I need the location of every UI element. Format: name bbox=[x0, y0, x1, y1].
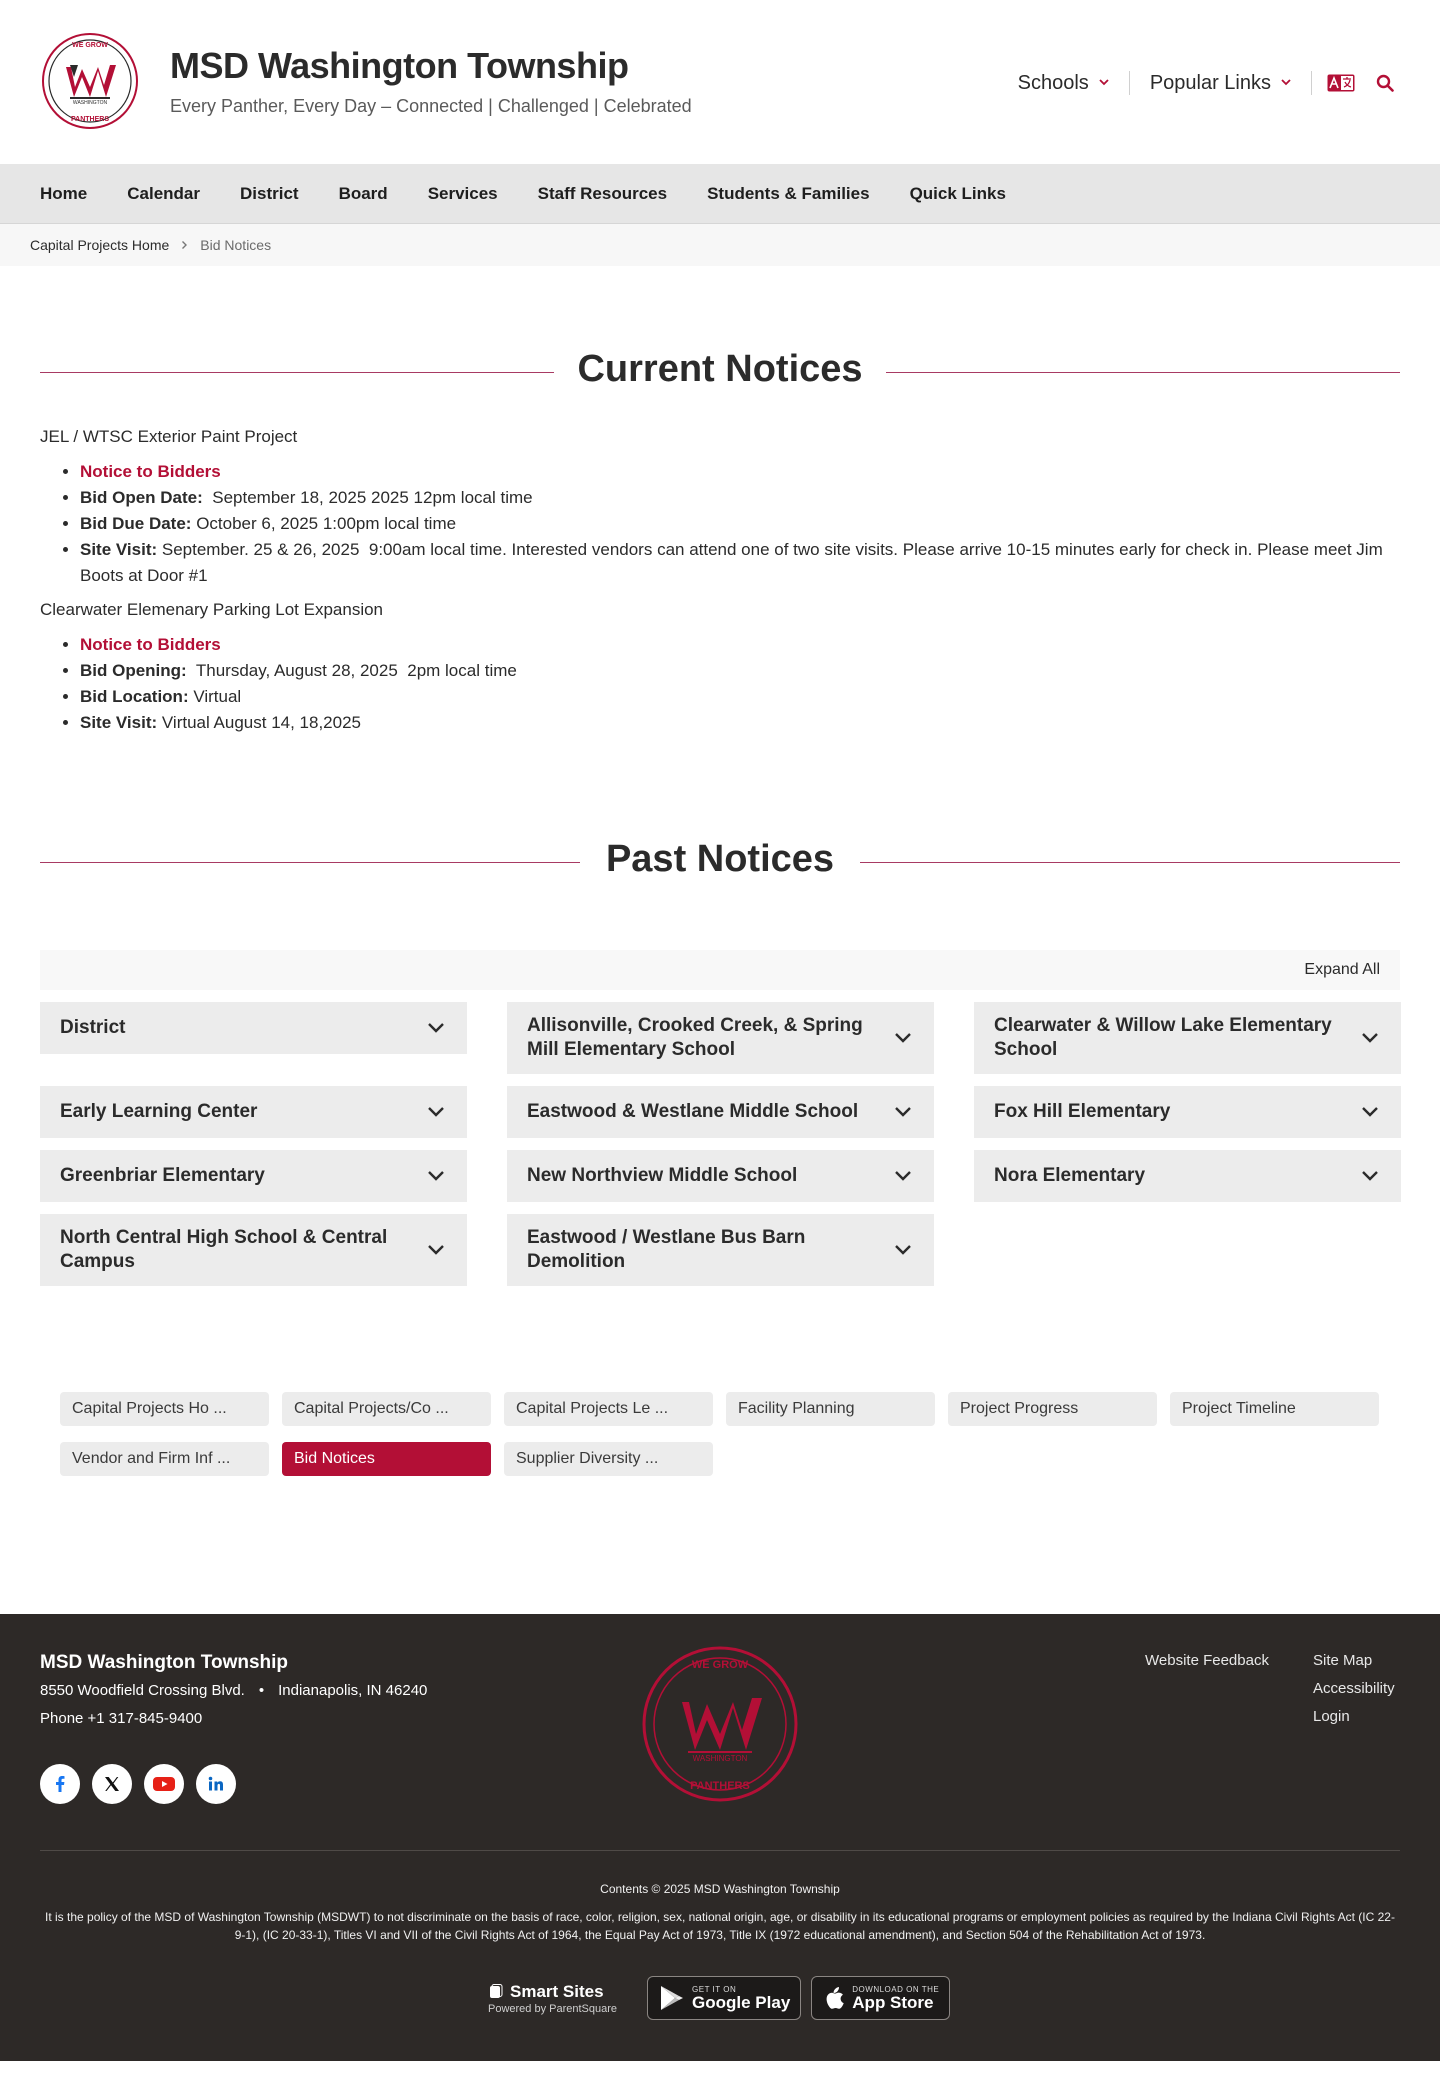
logo-text-top: WE GROW bbox=[72, 42, 108, 49]
site-tagline: Every Panther, Every Day – Connected | Challenged | Celebrated bbox=[170, 96, 692, 116]
accordion-label: Eastwood & Westlane Middle School bbox=[527, 1101, 859, 1122]
page-navigation bbox=[60, 1392, 1380, 1476]
chevron-down-icon bbox=[892, 1239, 914, 1261]
list-item bbox=[80, 684, 1400, 710]
accordion-item[interactable] bbox=[974, 1002, 1401, 1074]
accordion-item[interactable] bbox=[40, 1150, 467, 1202]
page-nav-item[interactable]: Facility Planning bbox=[726, 1392, 935, 1426]
list-item bbox=[80, 710, 1400, 736]
accordion-label: New Northview Middle School bbox=[527, 1165, 798, 1186]
breadcrumb bbox=[0, 224, 1440, 266]
project-title: JEL / WTSC Exterior Paint Project bbox=[40, 427, 298, 446]
main-nav bbox=[0, 164, 1440, 224]
chevron-down-icon bbox=[1359, 1165, 1381, 1187]
past-notices-accordion bbox=[40, 1002, 1400, 1286]
footer-links-secondary bbox=[1313, 1652, 1395, 1725]
item-value: Virtual bbox=[188, 687, 242, 706]
current-notices bbox=[40, 424, 1400, 736]
popular-links-label: Popular Links bbox=[1149, 71, 1271, 94]
page-nav-item[interactable]: Project Progress bbox=[948, 1392, 1157, 1426]
item-value: October 6, 2025 1:00pm local time bbox=[191, 514, 457, 533]
district-logo[interactable] bbox=[40, 31, 140, 131]
breadcrumb-current: Bid Notices bbox=[200, 237, 272, 253]
footer-logo-text-bottom: PANTHERS bbox=[690, 1780, 750, 1792]
page-nav-item[interactable]: Bid Notices bbox=[282, 1442, 491, 1476]
accordion-item[interactable] bbox=[507, 1002, 934, 1074]
chevron-down-icon bbox=[425, 1239, 447, 1261]
accordion-label: Nora Elementary bbox=[994, 1165, 1146, 1186]
footer-district-name: MSD Washington Township bbox=[40, 1652, 289, 1673]
item-label: Site Visit: bbox=[80, 540, 158, 559]
accordion-item[interactable] bbox=[974, 1086, 1401, 1138]
schools-dropdown[interactable] bbox=[998, 72, 1129, 95]
app-store-small: DOWNLOAD ON THE bbox=[852, 1984, 940, 1994]
search-icon[interactable] bbox=[1370, 68, 1400, 98]
social-links bbox=[40, 1764, 236, 1804]
breadcrumb-home-link[interactable]: Capital Projects Home bbox=[30, 237, 170, 253]
linkedin-icon[interactable] bbox=[196, 1764, 236, 1804]
list-item bbox=[80, 511, 1400, 537]
nav-item-board[interactable]: Board bbox=[338, 183, 388, 203]
current-notices-title: Current Notices bbox=[577, 348, 863, 390]
project-title: Clearwater Elemenary Parking Lot Expansion bbox=[40, 600, 384, 619]
item-value: Virtual August 14, 18,2025 bbox=[157, 713, 361, 732]
page-nav-item[interactable]: Capital Projects Ho ... bbox=[60, 1392, 269, 1426]
accordion-label: Fox Hill Elementary bbox=[994, 1101, 1171, 1122]
nav-item-calendar[interactable]: Calendar bbox=[127, 183, 200, 203]
list-item bbox=[80, 459, 1400, 485]
google-play-icon bbox=[658, 1984, 684, 2012]
chevron-down-icon bbox=[1099, 76, 1109, 90]
accordion-label: Eastwood / Westlane Bus Barn Demolition bbox=[527, 1227, 806, 1272]
youtube-icon[interactable] bbox=[144, 1764, 184, 1804]
item-label: Bid Opening: bbox=[80, 661, 187, 680]
utility-nav bbox=[998, 68, 1400, 98]
accordion-item[interactable] bbox=[40, 1002, 467, 1054]
page-nav-item[interactable]: Capital Projects/Co ... bbox=[282, 1392, 491, 1426]
chevron-down-icon bbox=[425, 1165, 447, 1187]
nav-item-district[interactable]: District bbox=[239, 183, 299, 203]
chevron-down-icon bbox=[1359, 1101, 1381, 1123]
footer-logo-text-mid: WASHINGTON bbox=[692, 1754, 748, 1763]
list-item bbox=[80, 537, 1400, 589]
footer-logo-text-top: WE GROW bbox=[691, 1659, 749, 1671]
list-item bbox=[80, 658, 1400, 684]
nav-item-home[interactable]: Home bbox=[40, 183, 88, 203]
x-icon[interactable] bbox=[92, 1764, 132, 1804]
expand-all-button[interactable]: Expand All bbox=[1304, 961, 1380, 978]
nav-item-services[interactable]: Services bbox=[427, 183, 498, 203]
site-footer bbox=[0, 1614, 1440, 2061]
google-play-badge[interactable] bbox=[647, 1976, 801, 2020]
accordion-item[interactable] bbox=[974, 1150, 1401, 1202]
list-item bbox=[80, 485, 1400, 511]
page-nav-item[interactable]: Vendor and Firm Inf ... bbox=[60, 1442, 269, 1476]
footer-copyright: Contents © 2025 MSD Washington Township bbox=[600, 1882, 840, 1896]
login-link[interactable]: Login bbox=[1313, 1708, 1350, 1725]
smart-sites-badge[interactable] bbox=[488, 1982, 637, 2015]
divider bbox=[1311, 71, 1312, 95]
heading-rule bbox=[860, 862, 1400, 863]
app-badges bbox=[488, 1976, 950, 2020]
chevron-down-icon bbox=[892, 1101, 914, 1123]
schools-label: Schools bbox=[1017, 71, 1089, 94]
chevron-down-icon bbox=[425, 1101, 447, 1123]
footer-logo bbox=[640, 1644, 800, 1804]
site-header bbox=[0, 0, 1440, 164]
powered-by-label: Powered by ParentSquare bbox=[488, 2002, 618, 2015]
notice-to-bidders-link[interactable]: Notice to Bidders bbox=[80, 462, 221, 481]
page-nav-item[interactable]: Project Timeline bbox=[1170, 1392, 1379, 1426]
app-store-big: App Store bbox=[852, 1992, 934, 2012]
page-nav-item[interactable]: Supplier Diversity ... bbox=[504, 1442, 713, 1476]
footer-divider bbox=[40, 1850, 1400, 1851]
chevron-down-icon bbox=[892, 1165, 914, 1187]
past-notices-heading bbox=[40, 832, 1400, 892]
accordion-label: Greenbriar Elementary bbox=[60, 1165, 265, 1186]
item-label: Site Visit: bbox=[80, 713, 158, 732]
translate-icon[interactable] bbox=[1326, 68, 1356, 98]
accordion-label: North Central High School & Central Campus bbox=[60, 1227, 388, 1272]
accordion-item[interactable] bbox=[507, 1086, 934, 1138]
chevron-right-icon bbox=[181, 237, 188, 253]
list-item bbox=[80, 632, 1400, 658]
accordion-toolbar bbox=[40, 950, 1400, 990]
nav-item-staff-resources[interactable]: Staff Resources bbox=[537, 183, 668, 203]
site-name[interactable]: MSD Washington Township bbox=[170, 45, 629, 86]
footer-street: 8550 Woodfield Crossing Blvd. bbox=[40, 1682, 245, 1699]
apple-icon bbox=[822, 1985, 844, 2011]
site-map-link[interactable]: Site Map bbox=[1313, 1652, 1373, 1669]
accordion-item[interactable] bbox=[507, 1150, 934, 1202]
facebook-icon[interactable] bbox=[40, 1764, 80, 1804]
accordion-label: District bbox=[60, 1017, 126, 1038]
item-value: Thursday, August 28, 2025 2pm local time bbox=[186, 661, 517, 680]
footer-bullet: • bbox=[258, 1682, 265, 1699]
chevron-down-icon bbox=[1359, 1027, 1381, 1049]
notice-list bbox=[40, 632, 1400, 736]
logo-text-mid: WASHINGTON bbox=[72, 100, 108, 106]
nav-item-quick-links[interactable]: Quick Links bbox=[909, 183, 1006, 203]
accordion-label: Early Learning Center bbox=[60, 1101, 258, 1122]
nav-item-students-families[interactable]: Students & Families bbox=[707, 183, 870, 203]
notice-to-bidders-link[interactable]: Notice to Bidders bbox=[80, 635, 221, 654]
item-value: September. 25 & 26, 2025 9:00am local time. Interested vendors can attend one of two site visits. Please arrive 10-15 minutes early for check in. Please meet Jim Boots at Door #1 bbox=[80, 540, 1388, 585]
chevron-down-icon bbox=[425, 1017, 447, 1039]
past-notices-title: Past Notices bbox=[605, 838, 835, 880]
accordion-item[interactable] bbox=[507, 1214, 934, 1286]
popular-links-dropdown[interactable] bbox=[1130, 72, 1311, 95]
accessibility-link[interactable]: Accessibility bbox=[1313, 1680, 1395, 1697]
heading-rule bbox=[886, 372, 1400, 373]
footer-city: Indianapolis, IN 46240 bbox=[278, 1682, 428, 1699]
footer-policy: It is the policy of the MSD of Washington Township (MSDWT) to not discriminate on the basis of race, color, religion, sex, national origin, age, or disability in its educational programs or employment policies as required by the Indiana Civil Rights Act (IC 22-9-1), (IC 20-33-1), Titles VI and VII of the Civil Rights Act of 1964, the Equal Pay Act of 1973, Title IX (1972 educational amendment), and Section 504 of the Rehabilitation Act of 1973. bbox=[45, 1910, 1395, 1942]
accordion-item[interactable] bbox=[40, 1214, 467, 1286]
google-play-small: GET IT ON bbox=[692, 1984, 737, 1994]
footer-address bbox=[40, 1682, 427, 1699]
item-label: Bid Location: bbox=[80, 687, 189, 706]
app-store-badge[interactable] bbox=[811, 1976, 950, 2020]
logo-text-bottom: PANTHERS bbox=[71, 116, 109, 123]
google-play-big: Google Play bbox=[692, 1992, 791, 2012]
chevron-down-icon bbox=[892, 1027, 914, 1049]
smart-sites-label: Smart Sites bbox=[510, 1981, 604, 2001]
notice-list bbox=[40, 459, 1400, 589]
smart-sites-icon bbox=[488, 1984, 504, 2000]
accordion-label: Allisonville, Crooked Creek, & Spring Mill Elementary School bbox=[527, 1015, 863, 1060]
website-feedback-link[interactable]: Website Feedback bbox=[1145, 1652, 1269, 1669]
accordion-label: Clearwater & Willow Lake Elementary School bbox=[994, 1015, 1332, 1060]
page-nav-item[interactable]: Capital Projects Le ... bbox=[504, 1392, 713, 1426]
chevron-down-icon bbox=[1281, 76, 1291, 90]
accordion-item[interactable] bbox=[40, 1086, 467, 1138]
footer-phone[interactable]: Phone +1 317-845-9400 bbox=[40, 1710, 203, 1727]
footer-links-primary bbox=[1145, 1652, 1269, 1669]
item-value: September 18, 2025 2025 12pm local time bbox=[202, 488, 533, 507]
item-label: Bid Due Date: bbox=[80, 514, 192, 533]
item-label: Bid Open Date: bbox=[80, 488, 203, 507]
current-notices-heading bbox=[40, 342, 1400, 402]
